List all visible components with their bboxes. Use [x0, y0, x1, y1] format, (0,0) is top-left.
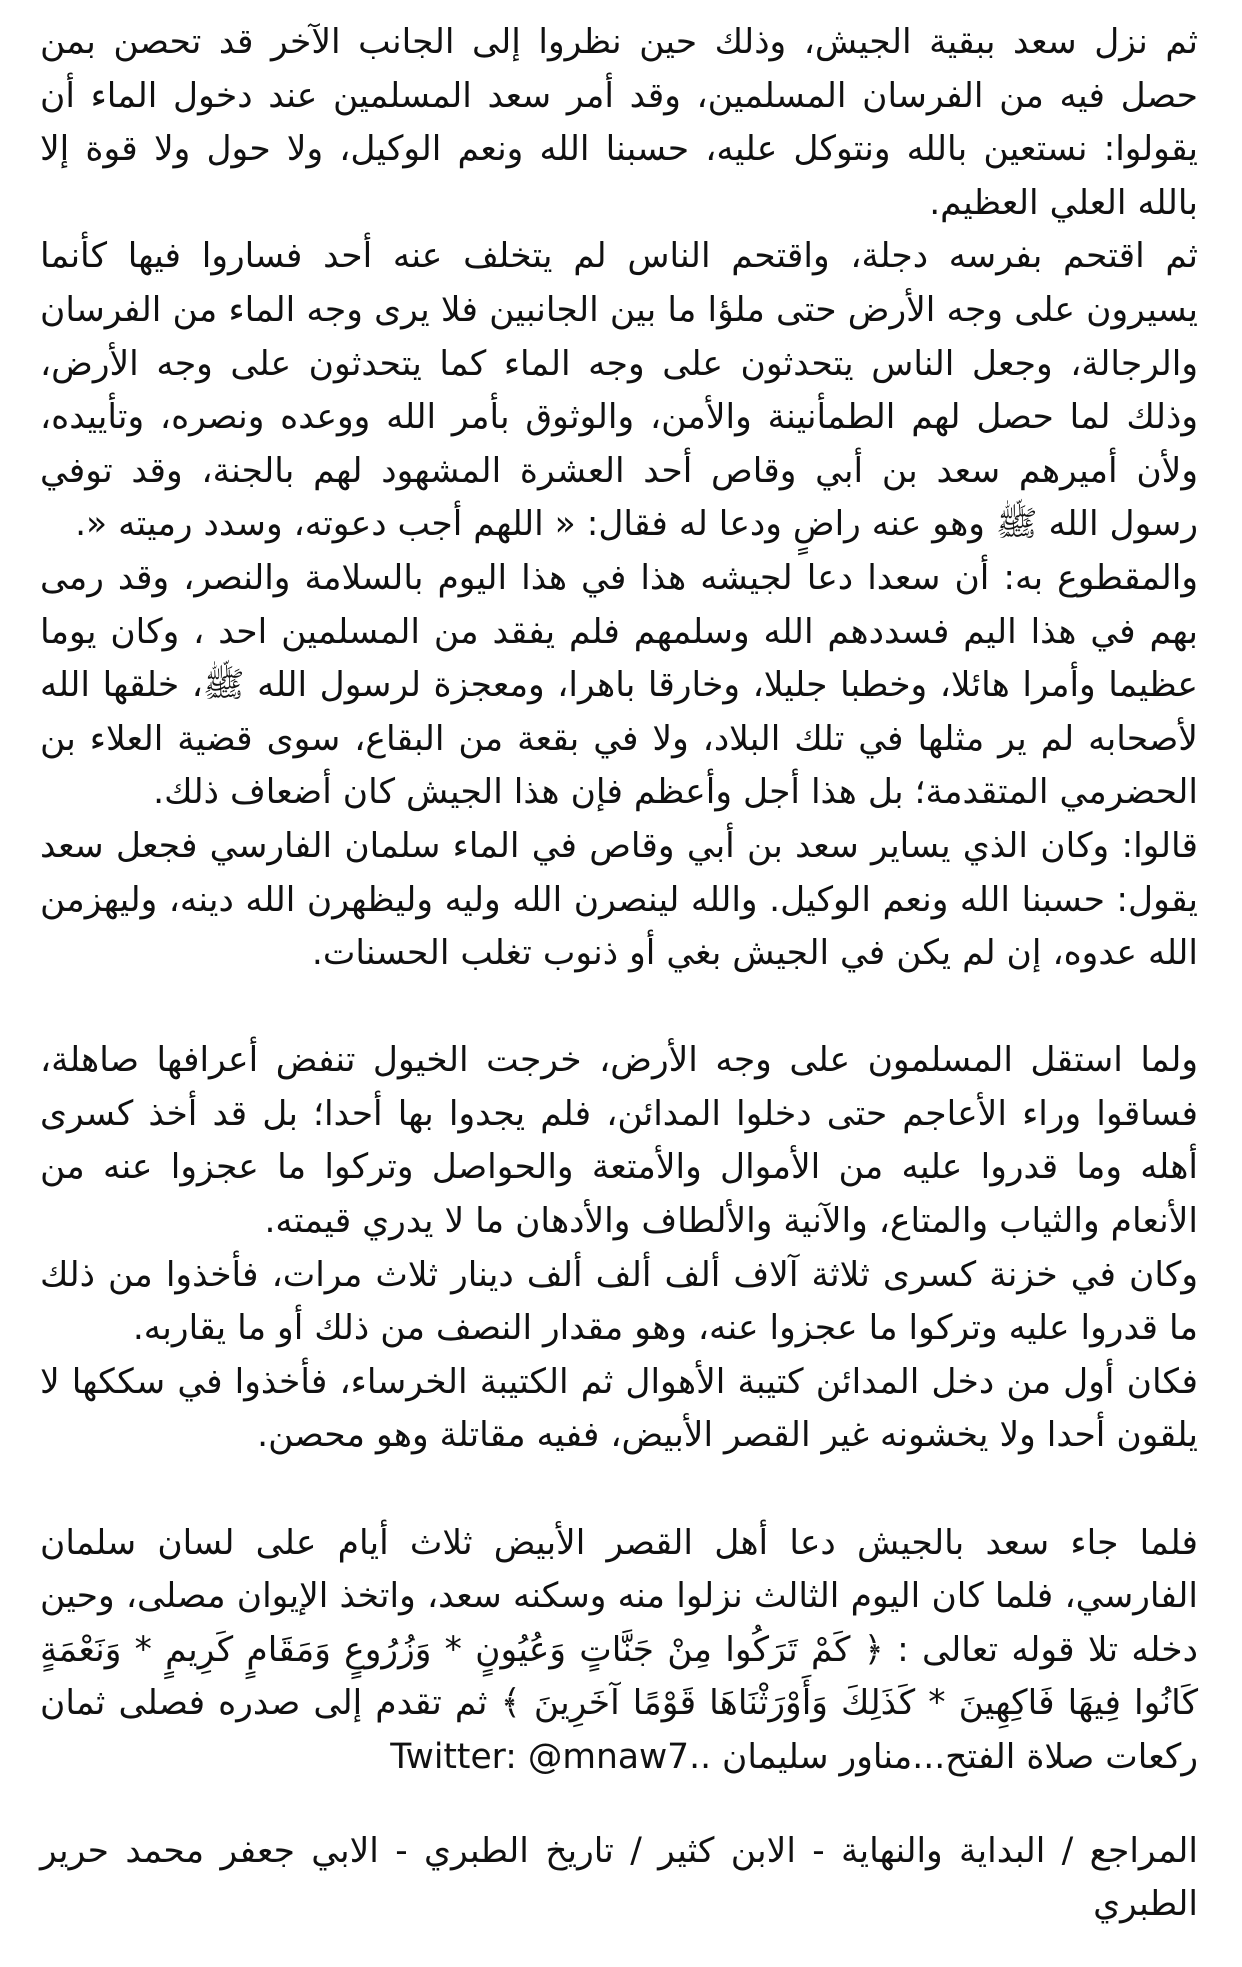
paragraph-first-battalion: فكان أول من دخل المدائن كتيبة الأهوال ثم الكتيبة الخرساء، فأخذوا في سككها لا يلقون أحدا ولا يخشونه غير القصر الأبيض، ففيه مقاتلة وهو محصن.	[40, 1361, 1198, 1456]
paragraph-saad-descends: ثم نزل سعد ببقية الجيش، وذلك حين نظروا إلى الجانب الآخر قد تحصن بمن حصل فيه من الفرسان المسلمين، وقد أمر سعد المسلمين عند دخول الماء أن يقولوا: نستعين بالله ونتوكل عليه، حسبنا الله ونعم الوكيل، ولا حول ولا قوة إلا بالله العلي العظيم.	[40, 22, 1198, 223]
paragraph-spacer	[40, 1463, 1198, 1517]
paragraph-salman-farsi: قالوا: وكان الذي يساير سعد بن أبي وقاص في الماء سلمان الفارسي فجعل سعد يقول: حسبنا الله ونعم الوكيل. والله لينصرن الله وليه وليظهرن الله دينه، وليهزمن الله عدوه، إن لم يكن في الجيش بغي أو ذنوب تغلب الحسنات.	[40, 825, 1198, 974]
paragraph-spacer	[40, 1785, 1198, 1825]
paragraph-miracle: والمقطوع به: أن سعدا دعا لجيشه هذا في هذا اليوم بالسلامة والنصر، وقد رمى بهم في هذا اليم فسددهم الله وسلمهم فلم يفقد من المسلمين احد ، وكان يوما عظيما وأمرا هائلا، وخطبا جليلا، وخارقا باهرا، ومعجزة لرسول الله ﷺ، خلقها الله لأصحابه لم ير مثلها في تلك البلاد، ولا في بقعة من البقاع، سوى قضية العلاء بن الحضرمي المتقدمة؛ بل هذا أجل وأعظم فإن هذا الجيش كان أضعاف ذلك.	[40, 557, 1198, 813]
paragraph-references: المراجع / البداية والنهاية - الابن كثير / تاريخ الطبري - الابي جعفر محمد حرير الطبري	[40, 1830, 1198, 1925]
paragraph-entering-madain: ولما استقل المسلمون على وجه الأرض، خرجت الخيول تنفض أعرافها صاهلة، فساقوا وراء الأعاجم حتى دخلوا المدائن، فلم يجدوا بها أحدا؛ بل قد أخذ كسرى أهله وما قدروا عليه من الأموال والأمتعة والحواصل وتركوا ما عجزوا عنه من الأنعام والثياب والمتاع، والآنية والألطاف والأدهان ما لا يدري قيمته.	[40, 1040, 1198, 1242]
paragraph-crossing-tigris: ثم اقتحم بفرسه دجلة، واقتحم الناس لم يتخلف عنه أحد فساروا فيها كأنما يسيرون على وجه الأرض حتى ملؤا ما بين الجانبين فلا يرى وجه الماء من الفرسان والرجالة، وجعل الناس يتحدثون على وجه الماء كما يتحدثون على وجه الأرض، وذلك لما حصل لهم الطمأنينة والأمن، والوثوق بأمر الله ووعده ونصره، وتأييده، ولأن أميرهم سعد بن أبي وقاص أحد العشرة المشهود لهم بالجنة، وقد توفي رسول الله ﷺ وهو عنه راضٍ ودعا له فقال: « اللهم أجب دعوته، وسدد رميته «.	[40, 236, 1198, 545]
paragraph-white-palace: فلما جاء سعد بالجيش دعا أهل القصر الأبيض ثلاث أيام على لسان سلمان الفارسي، فلما كان اليوم الثالث نزلوا منه وسكنه سعد، واتخذ الإيوان مصلى، وحين دخله تلا قوله تعالى : ﴿ كَمْ تَرَكُوا مِنْ جَنَّاتٍ وَعُيُونٍ * وَزُرُوعٍ وَمَقَامٍ كَرِيمٍ * وَنَعْمَةٍ كَانُوا فِيهَا فَاكِهِينَ * كَذَلِكَ وَأَوْرَثْنَاهَا قَوْمًا آخَرِينَ ﴾ ثم تقدم إلى صدره فصلى ثمان ركعات صلاة الفتح...مناور سليمان ..Twitter: @mnaw7	[40, 1522, 1198, 1777]
paragraph-kisra-treasury: وكان في خزنة كسرى ثلاثة آلاف ألف ألف ألف دينار ثلاث مرات، فأخذوا من ذلك ما قدروا عليه وتركوا ما عجزوا عنه، وهو مقدار النصف من ذلك أو ما يقاربه.	[40, 1254, 1198, 1349]
paragraph-spacer	[40, 981, 1198, 1035]
